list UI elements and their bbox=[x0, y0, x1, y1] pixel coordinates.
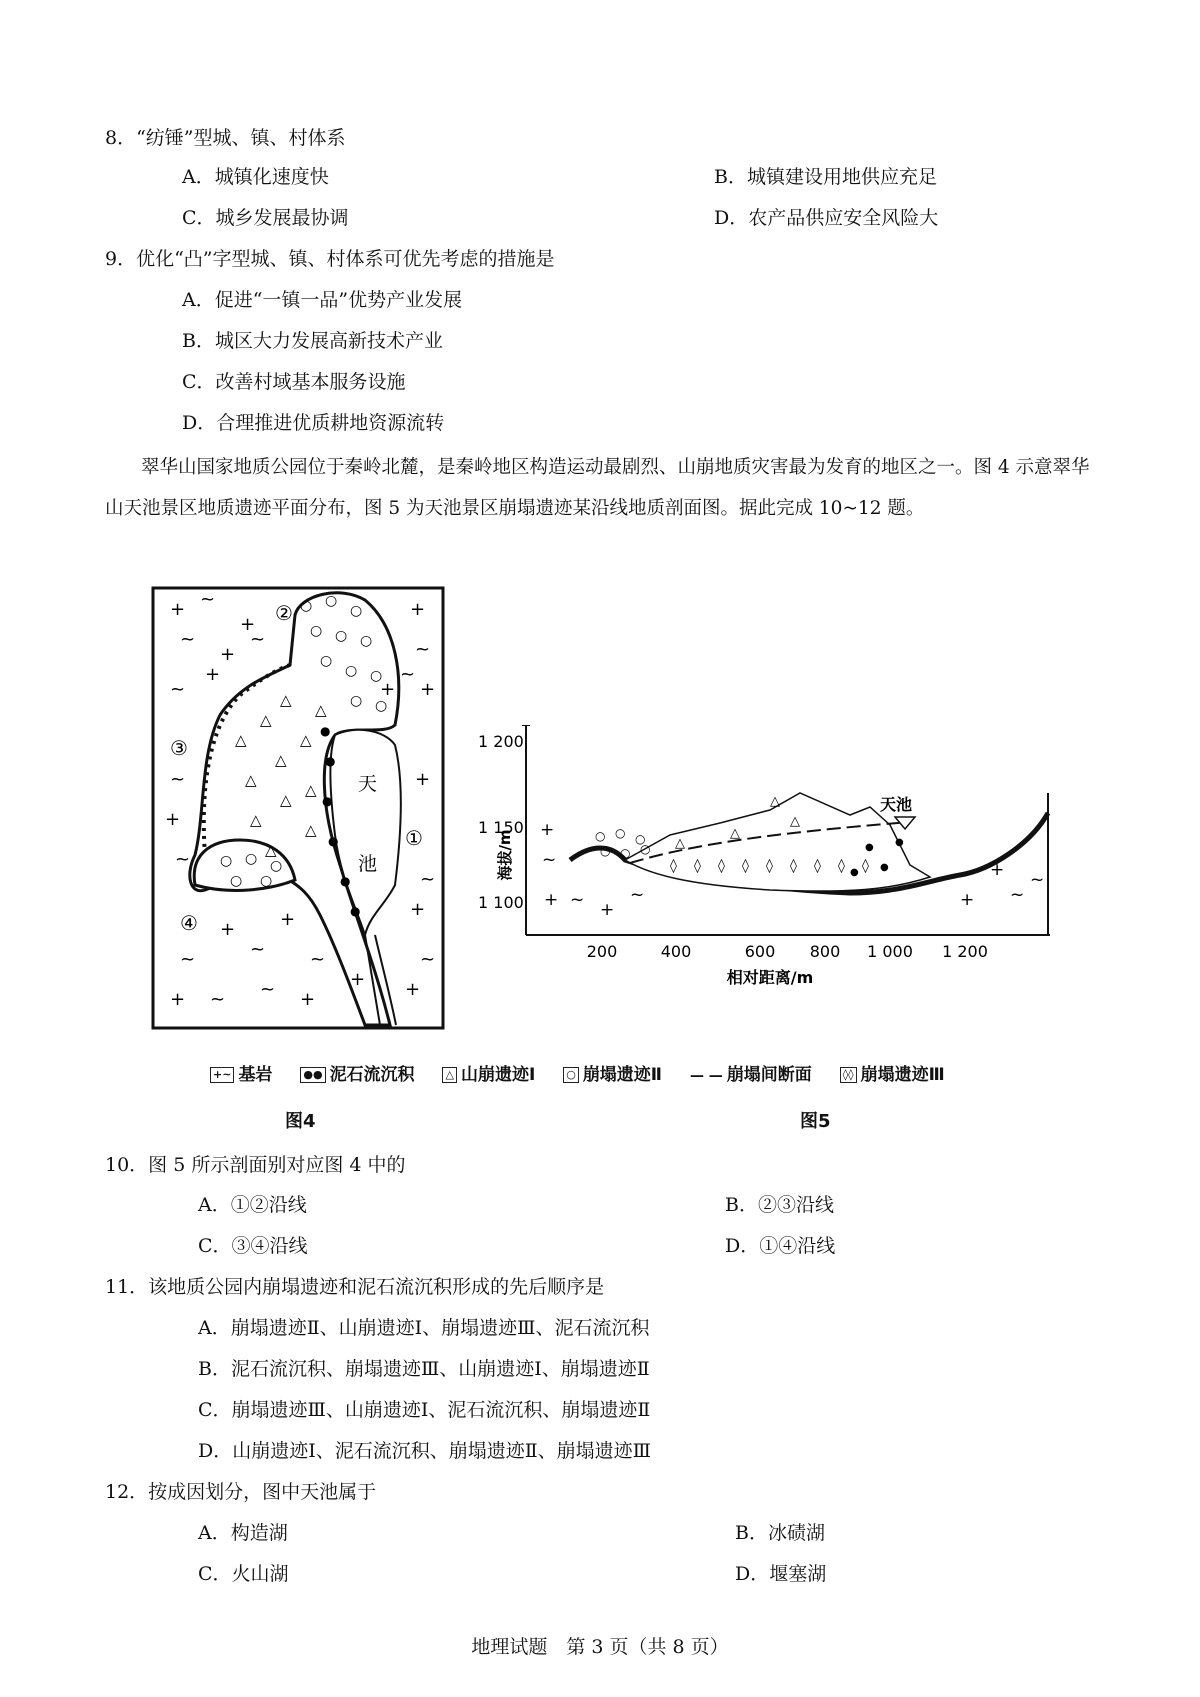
legend-debris-flow: ●● 泥石流沉积 bbox=[300, 1060, 414, 1085]
profile-collapse-ii-symbol: ○ bbox=[615, 826, 626, 840]
q11-option-d: D．山崩遗迹Ⅰ、泥石流沉积、崩塌遗迹Ⅱ、崩塌遗迹Ⅲ bbox=[198, 1440, 651, 1462]
bedrock-symbol: ~ bbox=[250, 939, 266, 960]
collapse-ii-symbol: ○ bbox=[220, 853, 233, 869]
q10-option-c: C．③④沿线 bbox=[198, 1235, 308, 1257]
y-axis-label: 海拔/m bbox=[496, 829, 514, 881]
bedrock-symbol: + bbox=[170, 989, 186, 1010]
bedrock-symbol: ~ bbox=[180, 629, 196, 650]
legend-interruption: — — 崩塌间断面 bbox=[689, 1065, 812, 1085]
landslide-symbol: △ bbox=[245, 771, 257, 789]
q12-option-a: A．构造湖 bbox=[198, 1522, 288, 1544]
profile-landslide-symbol: △ bbox=[675, 836, 685, 851]
q9-option-b: B．城区大力发展高新技术产业 bbox=[182, 330, 443, 352]
collapse-ii-symbol: ○ bbox=[245, 851, 258, 867]
profile-bedrock-symbol: ~ bbox=[570, 890, 585, 910]
profile-bedrock-symbol: + bbox=[960, 890, 975, 910]
figure-5-profile bbox=[470, 725, 1090, 1025]
profile-debris-flow-symbol: ● bbox=[880, 862, 889, 873]
profile-bedrock-symbol: ~ bbox=[1030, 870, 1045, 890]
landslide-symbol: △ bbox=[260, 711, 272, 729]
debris-flow-symbol: ● bbox=[322, 794, 333, 808]
bedrock-symbol: + bbox=[420, 679, 436, 700]
marker-1: ① bbox=[405, 826, 423, 850]
landslide-symbol: △ bbox=[275, 751, 287, 769]
collapse-ii-symbol: ○ bbox=[350, 603, 363, 619]
x-tick-label: 600 bbox=[744, 942, 776, 961]
legend-bedrock: +~ 基岩 bbox=[210, 1060, 272, 1085]
legend-collapse-iii: ◊◊ 崩塌遗迹Ⅲ bbox=[840, 1060, 945, 1085]
q11-option-c: C．崩塌遗迹Ⅲ、山崩遗迹Ⅰ、泥石流沉积、崩塌遗迹Ⅱ bbox=[198, 1399, 651, 1421]
bedrock-symbol: + bbox=[205, 664, 221, 685]
bedrock-symbol: ~ bbox=[180, 949, 196, 970]
landslide-symbol: △ bbox=[280, 691, 292, 709]
bedrock-symbol: ~ bbox=[170, 769, 186, 790]
profile-landslide-symbol: △ bbox=[790, 814, 800, 829]
q10-option-d: D．①④沿线 bbox=[725, 1235, 836, 1257]
x-tick-label: 800 bbox=[809, 942, 841, 961]
profile-bedrock-symbol: ~ bbox=[630, 885, 645, 905]
bedrock-symbol: + bbox=[220, 644, 236, 665]
profile-debris-flow-symbol: ● bbox=[865, 842, 874, 853]
collapse-ii-symbol: ○ bbox=[345, 663, 358, 679]
collapse-ii-symbol: ○ bbox=[375, 698, 388, 714]
question-11-stem: 11．该地质公园内崩塌遗迹和泥石流沉积形成的先后顺序是 bbox=[105, 1276, 605, 1298]
question-8-stem: 8．“纺锤”型城、镇、村体系 bbox=[105, 127, 346, 149]
q11-option-a: A．崩塌遗迹Ⅱ、山崩遗迹Ⅰ、崩塌遗迹Ⅲ、泥石流沉积 bbox=[198, 1317, 650, 1339]
q12-option-b: B．冰碛湖 bbox=[735, 1522, 825, 1544]
profile-lake-label: 天池 bbox=[880, 795, 913, 814]
profile-bedrock-symbol: + bbox=[600, 900, 615, 920]
landslide-symbol: △ bbox=[280, 791, 292, 809]
profile-collapse-iii-symbol: ◊ bbox=[742, 858, 749, 874]
collapse-ii-symbol: ○ bbox=[325, 593, 338, 609]
profile-collapse-ii-symbol: ○ bbox=[640, 842, 651, 856]
profile-collapse-iii-symbol: ◊ bbox=[838, 858, 845, 874]
collapse-ii-symbol: ○ bbox=[270, 858, 283, 874]
collapse-ii-symbol: ○ bbox=[320, 653, 333, 669]
q10-option-a: A．①②沿线 bbox=[198, 1194, 307, 1216]
y-tick-label: 1 200 bbox=[478, 732, 524, 751]
debris-flow-symbol: ● bbox=[350, 904, 361, 918]
bedrock-symbol: + bbox=[165, 809, 181, 830]
bedrock-symbol: + bbox=[380, 679, 396, 700]
landslide-symbol: △ bbox=[300, 731, 312, 749]
bedrock-symbol: + bbox=[170, 599, 186, 620]
lake-char-1: 天 bbox=[358, 773, 378, 795]
marker-4: ④ bbox=[180, 911, 198, 935]
collapse-ii-symbol: ○ bbox=[370, 668, 383, 684]
figure-legend bbox=[210, 1060, 967, 1085]
profile-landslide-symbol: △ bbox=[730, 826, 740, 841]
profile-collapse-ii-symbol: ○ bbox=[635, 832, 646, 846]
figure-4-map bbox=[150, 585, 450, 1040]
collapse-ii-symbol: ○ bbox=[300, 598, 313, 614]
q11-option-b: B．泥石流沉积、崩塌遗迹Ⅲ、山崩遗迹Ⅰ、崩塌遗迹Ⅱ bbox=[198, 1358, 650, 1380]
profile-bedrock-symbol: + bbox=[544, 890, 559, 910]
bedrock-symbol: + bbox=[220, 919, 236, 940]
bedrock-symbol: ~ bbox=[420, 949, 436, 970]
bedrock-symbol: ~ bbox=[200, 589, 216, 610]
q9-option-c: C．改善村域基本服务设施 bbox=[182, 371, 406, 393]
q12-option-c: C．火山湖 bbox=[198, 1563, 289, 1585]
collapse-ii-symbol: ○ bbox=[310, 623, 323, 639]
bedrock-symbol: + bbox=[280, 909, 296, 930]
profile-landslide-symbol: △ bbox=[770, 794, 780, 809]
q10-option-b: B．②③沿线 bbox=[725, 1194, 834, 1216]
bedrock-symbol: + bbox=[415, 769, 431, 790]
lake-char-2: 池 bbox=[358, 853, 378, 875]
debris-flow-symbol: ● bbox=[325, 754, 336, 768]
bedrock-symbol: ~ bbox=[400, 664, 416, 685]
legend-landslide-i: △ 山崩遗迹Ⅰ bbox=[442, 1060, 535, 1085]
passage bbox=[105, 447, 1105, 529]
landslide-symbol: △ bbox=[235, 731, 247, 749]
debris-flow-symbol: ● bbox=[328, 834, 339, 848]
bedrock-symbol: ~ bbox=[420, 869, 436, 890]
x-tick-label: 1 200 bbox=[942, 942, 988, 961]
x-tick-label: 1 000 bbox=[867, 942, 913, 961]
y-tick-label: 1 100 bbox=[478, 893, 524, 912]
question-12-stem: 12．按成因划分，图中天池属于 bbox=[105, 1481, 377, 1503]
profile-bedrock-symbol: ~ bbox=[1010, 885, 1025, 905]
profile-collapse-ii-symbol: ○ bbox=[600, 844, 611, 858]
debris-flow-symbol: ● bbox=[340, 874, 351, 888]
bedrock-symbol: ~ bbox=[260, 979, 276, 1000]
marker-2: ② bbox=[275, 601, 293, 625]
q8-option-d: D．农产品供应安全风险大 bbox=[714, 207, 939, 229]
profile-collapse-iii-symbol: ◊ bbox=[862, 858, 869, 874]
profile-debris-flow-symbol: ● bbox=[895, 837, 904, 848]
q9-option-d: D．合理推进优质耕地资源流转 bbox=[182, 412, 445, 434]
profile-bedrock-symbol: ~ bbox=[542, 850, 557, 870]
bedrock-symbol: + bbox=[405, 979, 421, 1000]
question-9-stem: 9．优化“凸”字型城、镇、村体系可优先考虑的措施是 bbox=[105, 248, 555, 270]
profile-collapse-iii-symbol: ◊ bbox=[694, 858, 701, 874]
bedrock-symbol: ~ bbox=[210, 989, 226, 1010]
landslide-symbol: △ bbox=[305, 781, 317, 799]
bedrock-symbol: + bbox=[350, 969, 366, 990]
collapse-ii-symbol: ○ bbox=[360, 633, 373, 649]
landslide-symbol: △ bbox=[250, 811, 262, 829]
bedrock-symbol: + bbox=[300, 989, 316, 1010]
profile-bedrock-symbol: + bbox=[540, 820, 555, 840]
passage-text: 翠华山国家地质公园位于秦岭北麓，是秦岭地区构造运动最剧烈、山崩地质灾害最为发育的地区之一。图 4 示意翠华山天池景区地质遗迹平面分布，图 5 为天池景区崩塌遗迹某沿线地质剖面图。据此完成 10~12 题。 bbox=[105, 457, 1090, 519]
profile-collapse-ii-symbol: ○ bbox=[620, 846, 631, 860]
page-footer: 地理试题 第 3 页（共 8 页） bbox=[471, 1636, 729, 1658]
profile-collapse-iii-symbol: ◊ bbox=[766, 858, 773, 874]
x-tick-label: 400 bbox=[660, 942, 692, 961]
y-tick-label: 1 150 bbox=[478, 818, 524, 837]
debris-flow-symbol: ● bbox=[320, 724, 331, 738]
x-axis-label: 相对距离/m bbox=[726, 968, 814, 987]
bedrock-symbol: ~ bbox=[250, 629, 266, 650]
profile-collapse-iii-symbol: ◊ bbox=[670, 858, 677, 874]
collapse-ii-symbol: ○ bbox=[230, 873, 243, 889]
collapse-ii-symbol: ○ bbox=[260, 873, 273, 889]
landslide-symbol: △ bbox=[265, 841, 277, 859]
profile-collapse-iii-symbol: ◊ bbox=[814, 858, 821, 874]
collapse-ii-symbol: ○ bbox=[335, 628, 348, 644]
q9-option-a: A．促进“一镇一品”优势产业发展 bbox=[182, 289, 463, 311]
bedrock-symbol: ~ bbox=[175, 849, 191, 870]
landslide-symbol: △ bbox=[315, 701, 327, 719]
bedrock-symbol: ~ bbox=[310, 949, 326, 970]
figure-4-caption: 图4 bbox=[285, 1111, 316, 1132]
legend-collapse-ii: ○ 崩塌遗迹Ⅱ bbox=[563, 1060, 662, 1085]
profile-collapse-ii-symbol: ○ bbox=[595, 829, 606, 843]
marker-3: ③ bbox=[170, 736, 188, 760]
bedrock-symbol: ~ bbox=[170, 679, 186, 700]
bedrock-symbol: + bbox=[240, 614, 256, 635]
bedrock-symbol: ~ bbox=[415, 639, 431, 660]
q8-option-c: C．城乡发展最协调 bbox=[182, 207, 349, 229]
q8-option-b: B．城镇建设用地供应充足 bbox=[714, 166, 937, 188]
profile-debris-flow-symbol: ● bbox=[850, 867, 859, 878]
x-tick-label: 200 bbox=[586, 942, 618, 961]
bedrock-symbol: + bbox=[410, 899, 426, 920]
question-10-stem: 10．图 5 所示剖面别对应图 4 中的 bbox=[105, 1154, 406, 1176]
q8-option-a: A．城镇化速度快 bbox=[182, 166, 329, 188]
figure-5-caption: 图5 bbox=[800, 1111, 831, 1132]
landslide-symbol: △ bbox=[305, 821, 317, 839]
bedrock-symbol: + bbox=[410, 599, 426, 620]
collapse-ii-symbol: ○ bbox=[350, 693, 363, 709]
profile-collapse-iii-symbol: ◊ bbox=[790, 858, 797, 874]
profile-bedrock-symbol: + bbox=[990, 860, 1005, 880]
profile-collapse-iii-symbol: ◊ bbox=[718, 858, 725, 874]
q12-option-d: D．堰塞湖 bbox=[735, 1563, 827, 1585]
